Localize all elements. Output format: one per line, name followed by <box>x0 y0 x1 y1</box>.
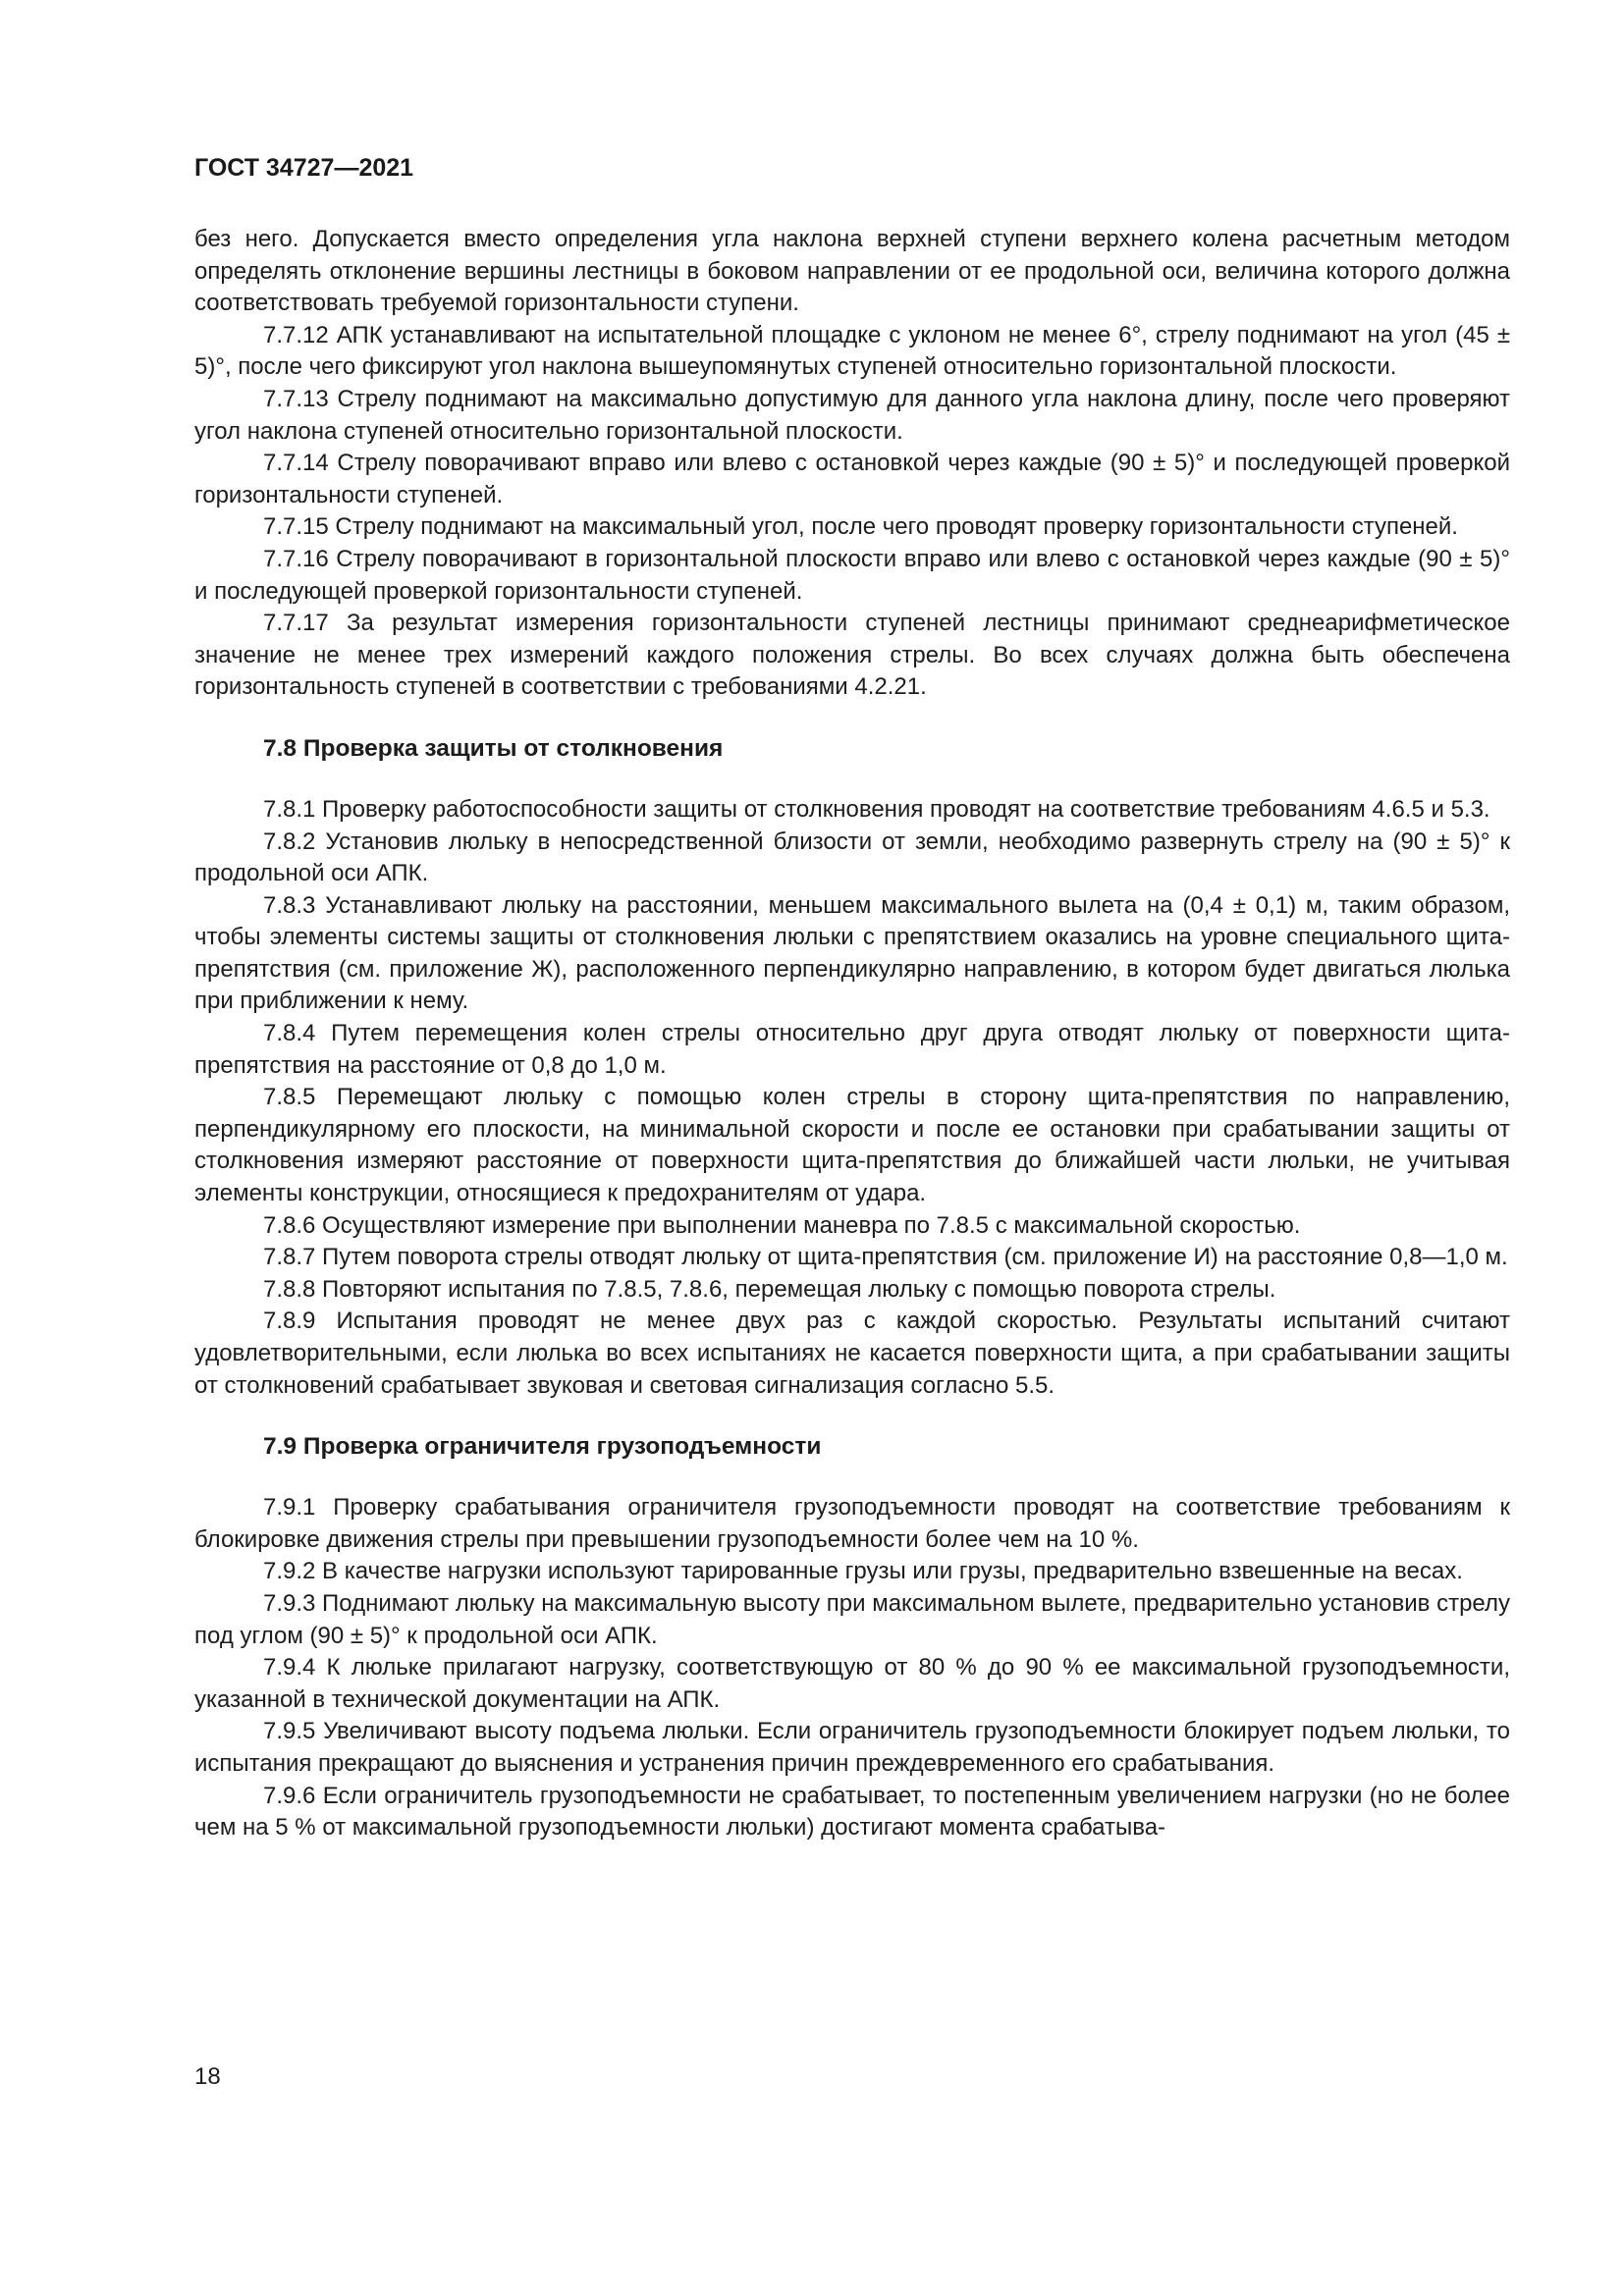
section-heading-7-8: 7.8 Проверка защиты от столкновения <box>263 734 724 762</box>
paragraph-7-8-9: 7.8.9 Испытания проводят не менее двух раз с каждой скоростью. Результаты испытаний считают удовлетворительными, если люлька во всех испытаниях не касается поверхности щита, а при срабатывании защиты от столкновений срабатывает звуковая и световая сигнализация согласно 5.5. <box>194 1308 1510 1399</box>
section-heading-7-9: 7.9 Проверка ограничителя грузоподъемности <box>263 1433 822 1461</box>
paragraph-7-8-3: 7.8.3 Устанавливают люльку на расстоянии, меньшем максимального вылета на (0,4 ± 0,1) м, таким образом, чтобы элементы системы защиты от столкновения люльки с препятствием оказались на уровне специального щита-препятствия (см. приложение Ж), расположенного перпендикулярно направлению, в котором будет двигаться люлька при приближении к нему. <box>194 891 1510 1015</box>
paragraph-7-9-1: 7.9.1 Проверку срабатывания ограничителя грузоподъемности проводят на соответствие требованиям к блокировке движения стрелы при превышении грузоподъемности более чем на 10 %. <box>194 1494 1510 1553</box>
paragraph-7-8-2: 7.8.2 Установив люльку в непосредственной близости от земли, необходимо развернуть стрелу на (90 ± 5)° к продольной оси АПК. <box>194 828 1510 887</box>
paragraph-7-8-4: 7.8.4 Путем перемещения колен стрелы относительно друг друга отводят люльку от поверхности щита-препятствия на расстояние от 0,8 до 1,0 м. <box>194 1020 1510 1079</box>
paragraph-7-7-13: 7.7.13 Стрелу поднимают на максимально допустимую для данного угла наклона длину, после чего проверяют угол наклона ступеней относительно горизонтальной плоскости. <box>194 385 1510 445</box>
paragraph-7-7-14: 7.7.14 Стрелу поворачивают вправо или влево с остановкой через каждые (90 ± 5)° и последующей проверкой горизонтальности ступеней. <box>194 450 1510 508</box>
paragraph-7-9-5: 7.9.5 Увеличивают высоту подъема люльки. Если ограничитель грузоподъемности блокирует подъем люльки, то испытания прекращают до выяснения и устранения причин преждевременного его срабатывания. <box>194 1718 1510 1777</box>
paragraph-7-7-17: 7.7.17 За результат измерения горизонтальности ступеней лестницы принимают среднеарифметическое значение не менее трех измерений каждого положения стрелы. Во всех случаях должна быть обеспечена горизонтальность ступеней в соответствии с требованиями 4.2.21. <box>194 610 1510 701</box>
paragraph-7-7-15: 7.7.15 Стрелу поднимают на максимальный угол, после чего проводят проверку горизонтальности ступеней. <box>263 513 1458 541</box>
paragraph-7-8-7: 7.8.7 Путем поворота стрелы отводят люльку от щита-препятствия (см. приложение И) на расстояние 0,8—1,0 м. <box>263 1244 1508 1271</box>
paragraph-7-8-1: 7.8.1 Проверку работоспособности защиты от столкновения проводят на соответствие требованиям 4.6.5 и 5.3. <box>263 795 1490 823</box>
paragraph-7-9-6: 7.9.6 Если ограничитель грузоподъемности не срабатывает, то постепенным увеличением нагрузки (но не более чем на 5 % от максимальной грузоподъемности люльки) достигают момента срабатыва- <box>194 1782 1510 1842</box>
paragraph-7-7-12: 7.7.12 АПК устанавливают на испытательной площадке с уклоном не менее 6°, стрелу поднимают на угол (45 ± 5)°, после чего фиксируют угол наклона вышеупомянутых ступеней относительно горизонтальной плоскости. <box>194 321 1510 381</box>
document-body <box>194 224 1510 1844</box>
paragraph-continuation: без него. Допускается вместо определения угла наклона верхней ступени верхнего колена расчетным методом определять отклонение вершины лестницы в боковом направлении от ее продольной оси, величина которого должна соответствовать требуемой горизонтальности ступени. <box>194 226 1510 317</box>
page-number: 18 <box>194 2063 221 2090</box>
paragraph-7-9-3: 7.9.3 Поднимают люльку на максимальную высоту при максимальном вылете, предварительно установив стрелу под углом (90 ± 5)° к продольной оси АПК. <box>194 1589 1510 1649</box>
document-header: ГОСТ 34727—2021 <box>194 154 414 182</box>
paragraph-7-7-16: 7.7.16 Стрелу поворачивают в горизонтальной плоскости вправо или влево с остановкой через каждые (90 ± 5)° и последующей проверкой горизонтальности ступеней. <box>194 545 1510 605</box>
paragraph-7-8-6: 7.8.6 Осуществляют измерение при выполнении маневра по 7.8.5 с максимальной скоростью. <box>263 1211 1301 1239</box>
paragraph-7-9-2: 7.9.2 В качестве нагрузки используют тарированные грузы или грузы, предварительно взвешенные на весах. <box>263 1558 1463 1585</box>
paragraph-7-8-5: 7.8.5 Перемещают люльку с помощью колен стрелы в сторону щита-препятствия по направлению, перпендикулярному его плоскости, на минимальной скорости и после ее остановки при срабатывании защиты от столкновения измеряют расстояние от поверхности щита-препятствия до ближайшей части люльки, не учитывая элементы конструкции, относящиеся к предохранителям от удара. <box>194 1084 1510 1207</box>
paragraph-7-8-8: 7.8.8 Повторяют испытания по 7.8.5, 7.8.6, перемещая люльку с помощью поворота стрелы. <box>263 1275 1276 1303</box>
paragraph-7-9-4: 7.9.4 К люльке прилагают нагрузку, соответствующую от 80 % до 90 % ее максимальной грузоподъемности, указанной в технической документации на АПК. <box>194 1654 1510 1713</box>
